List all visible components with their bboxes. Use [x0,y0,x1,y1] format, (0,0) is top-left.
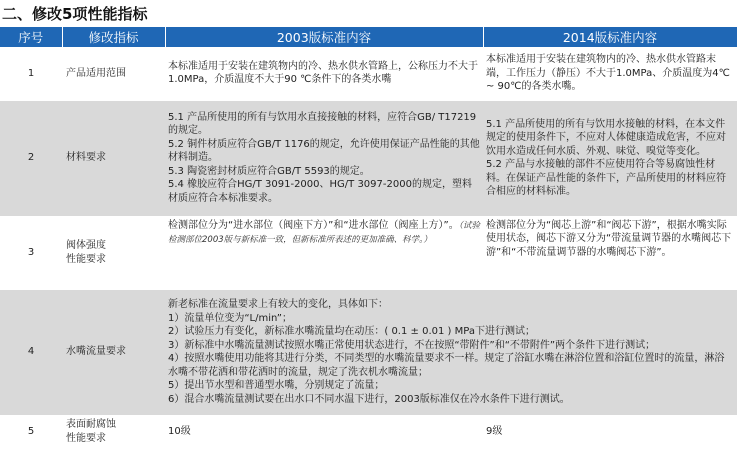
comparison-table [0,27,737,449]
row-merged-text: 6）混合水嘴流量测试要在出水口不同水温下进行，2003版标准仅在冷水条件下进行测试。 [168,393,570,405]
row-item: 产品适用范围 [62,47,165,100]
row-old-content [165,415,483,448]
header-num: 序号 [0,27,62,47]
row-old-text: 5.3 陶瓷密封材质应符合GB/T 5593的规定。 [168,165,370,177]
row-old-content [165,100,483,216]
row-new-content [483,47,737,100]
row-item: 水嘴流量要求 [62,289,165,415]
row-num: 3 [0,216,62,289]
page-title: 二、修改5项性能指标 [2,5,148,23]
header-new: 2014版标准内容 [483,27,737,47]
row-merged-text: 2）试验压力有变化，新标准水嘴流量均在动压：( 0.1 ± 0.01 ) MPa下进行测试； [168,326,535,337]
table-row [0,47,737,100]
row-item: 阀体强度 性能要求 [62,216,165,289]
row-old-note: （试验检测部位2003版与新标准一致，但新标准所表述的更加准确、科学。） [168,220,480,245]
row-merged-text: 1）流量单位变为“L/min”； [168,312,292,324]
row-old-text: 5.1 产品所使用的所有与饮用水直接接触的材料，应符合GB/ T17219的规定。 [168,111,477,137]
row-num: 1 [0,47,62,100]
table-row [0,289,737,415]
row-new-text: 5.1 产品所使用的所有与饮用水接触的材料，在本文件规定的使用条件下，不应对人体健康造成危害，不应对饮用水造成任何水质、外观、味觉、嗅觉等变化。 [486,118,726,157]
row-new-text: 本标准适用于安装在建筑物内的冷、热水供水管路末端，工作压力（静压）不大于1.0MPa、介质温度为4℃ ~ 90℃的各类水嘴。 [486,54,730,92]
table-row [0,216,737,289]
header-item: 修改指标 [62,27,165,47]
row-old-text: 5.2 铜件材质应符合GB/T 1176的规定，允许使用保证产品性能的其他材料制造。 [168,138,480,164]
row-num: 4 [0,289,62,415]
row-new-text: 检测部位分为“阀芯上游”和“阀芯下游”，根据水嘴实际使用状态，阀芯下游又分为“带流量调节器的水嘴阀芯下游”和“不带流量调节器的水嘴阀芯下游”。 [486,219,732,258]
row-merged-content [165,289,737,415]
header-old: 2003版标准内容 [165,27,483,47]
row-new-content [483,100,737,216]
row-num: 5 [0,415,62,448]
row-old-text: 检测部位分为“进水部位（阀座下方）”和“进水部位（阀座上方）”。 [168,219,459,231]
row-merged-text: 新老标准在流量要求上有较大的变化，具体如下： [168,299,388,310]
row-old-text: 本标准适用于安装在建筑物内的冷、热水供水管路上，公称压力不大于1.0MPa，介质温度不大于90 ℃条件下的各类水嘴 [168,60,478,86]
table-row [0,415,737,448]
row-merged-text: 4）按照水嘴使用功能将其进行分类，不同类型的水嘴流量要求不一样。规定了浴缸水嘴在淋浴位置和浴缸位置时的流量，淋浴水嘴不带花洒和带花洒时的流量，规定了洗衣机水嘴流量； [168,353,725,378]
row-new-content [483,415,737,448]
row-num: 2 [0,100,62,216]
table-row [0,100,737,216]
row-new-text: 9级 [486,425,503,437]
row-merged-text: 3）新标准中水嘴流量测试按照水嘴正常使用状态进行，不在按照“带附件”和“不带附件”两个条件下进行测试； [168,339,656,351]
table-header-row [0,27,737,47]
row-old-content [165,47,483,100]
row-item: 材料要求 [62,100,165,216]
row-old-text: 5.4 橡胶应符合HG/T 3091-2000、HG/T 3097-2000的规定，塑料材质应符合本标准要求。 [168,179,472,204]
row-item: 表面耐腐蚀 性能要求 [62,415,165,448]
row-new-text: 5.2 产品与水接触的部件不应使用符合等易腐蚀性材料。在保证产品性能的条件下，产品所使用的材料应符合相应的材料标准。 [486,159,726,197]
row-old-content [165,216,483,289]
row-old-text: 10级 [168,425,191,437]
row-new-content [483,216,737,289]
row-merged-text: 5）提出节水型和普通型水嘴，分别规定了流量； [168,380,385,391]
